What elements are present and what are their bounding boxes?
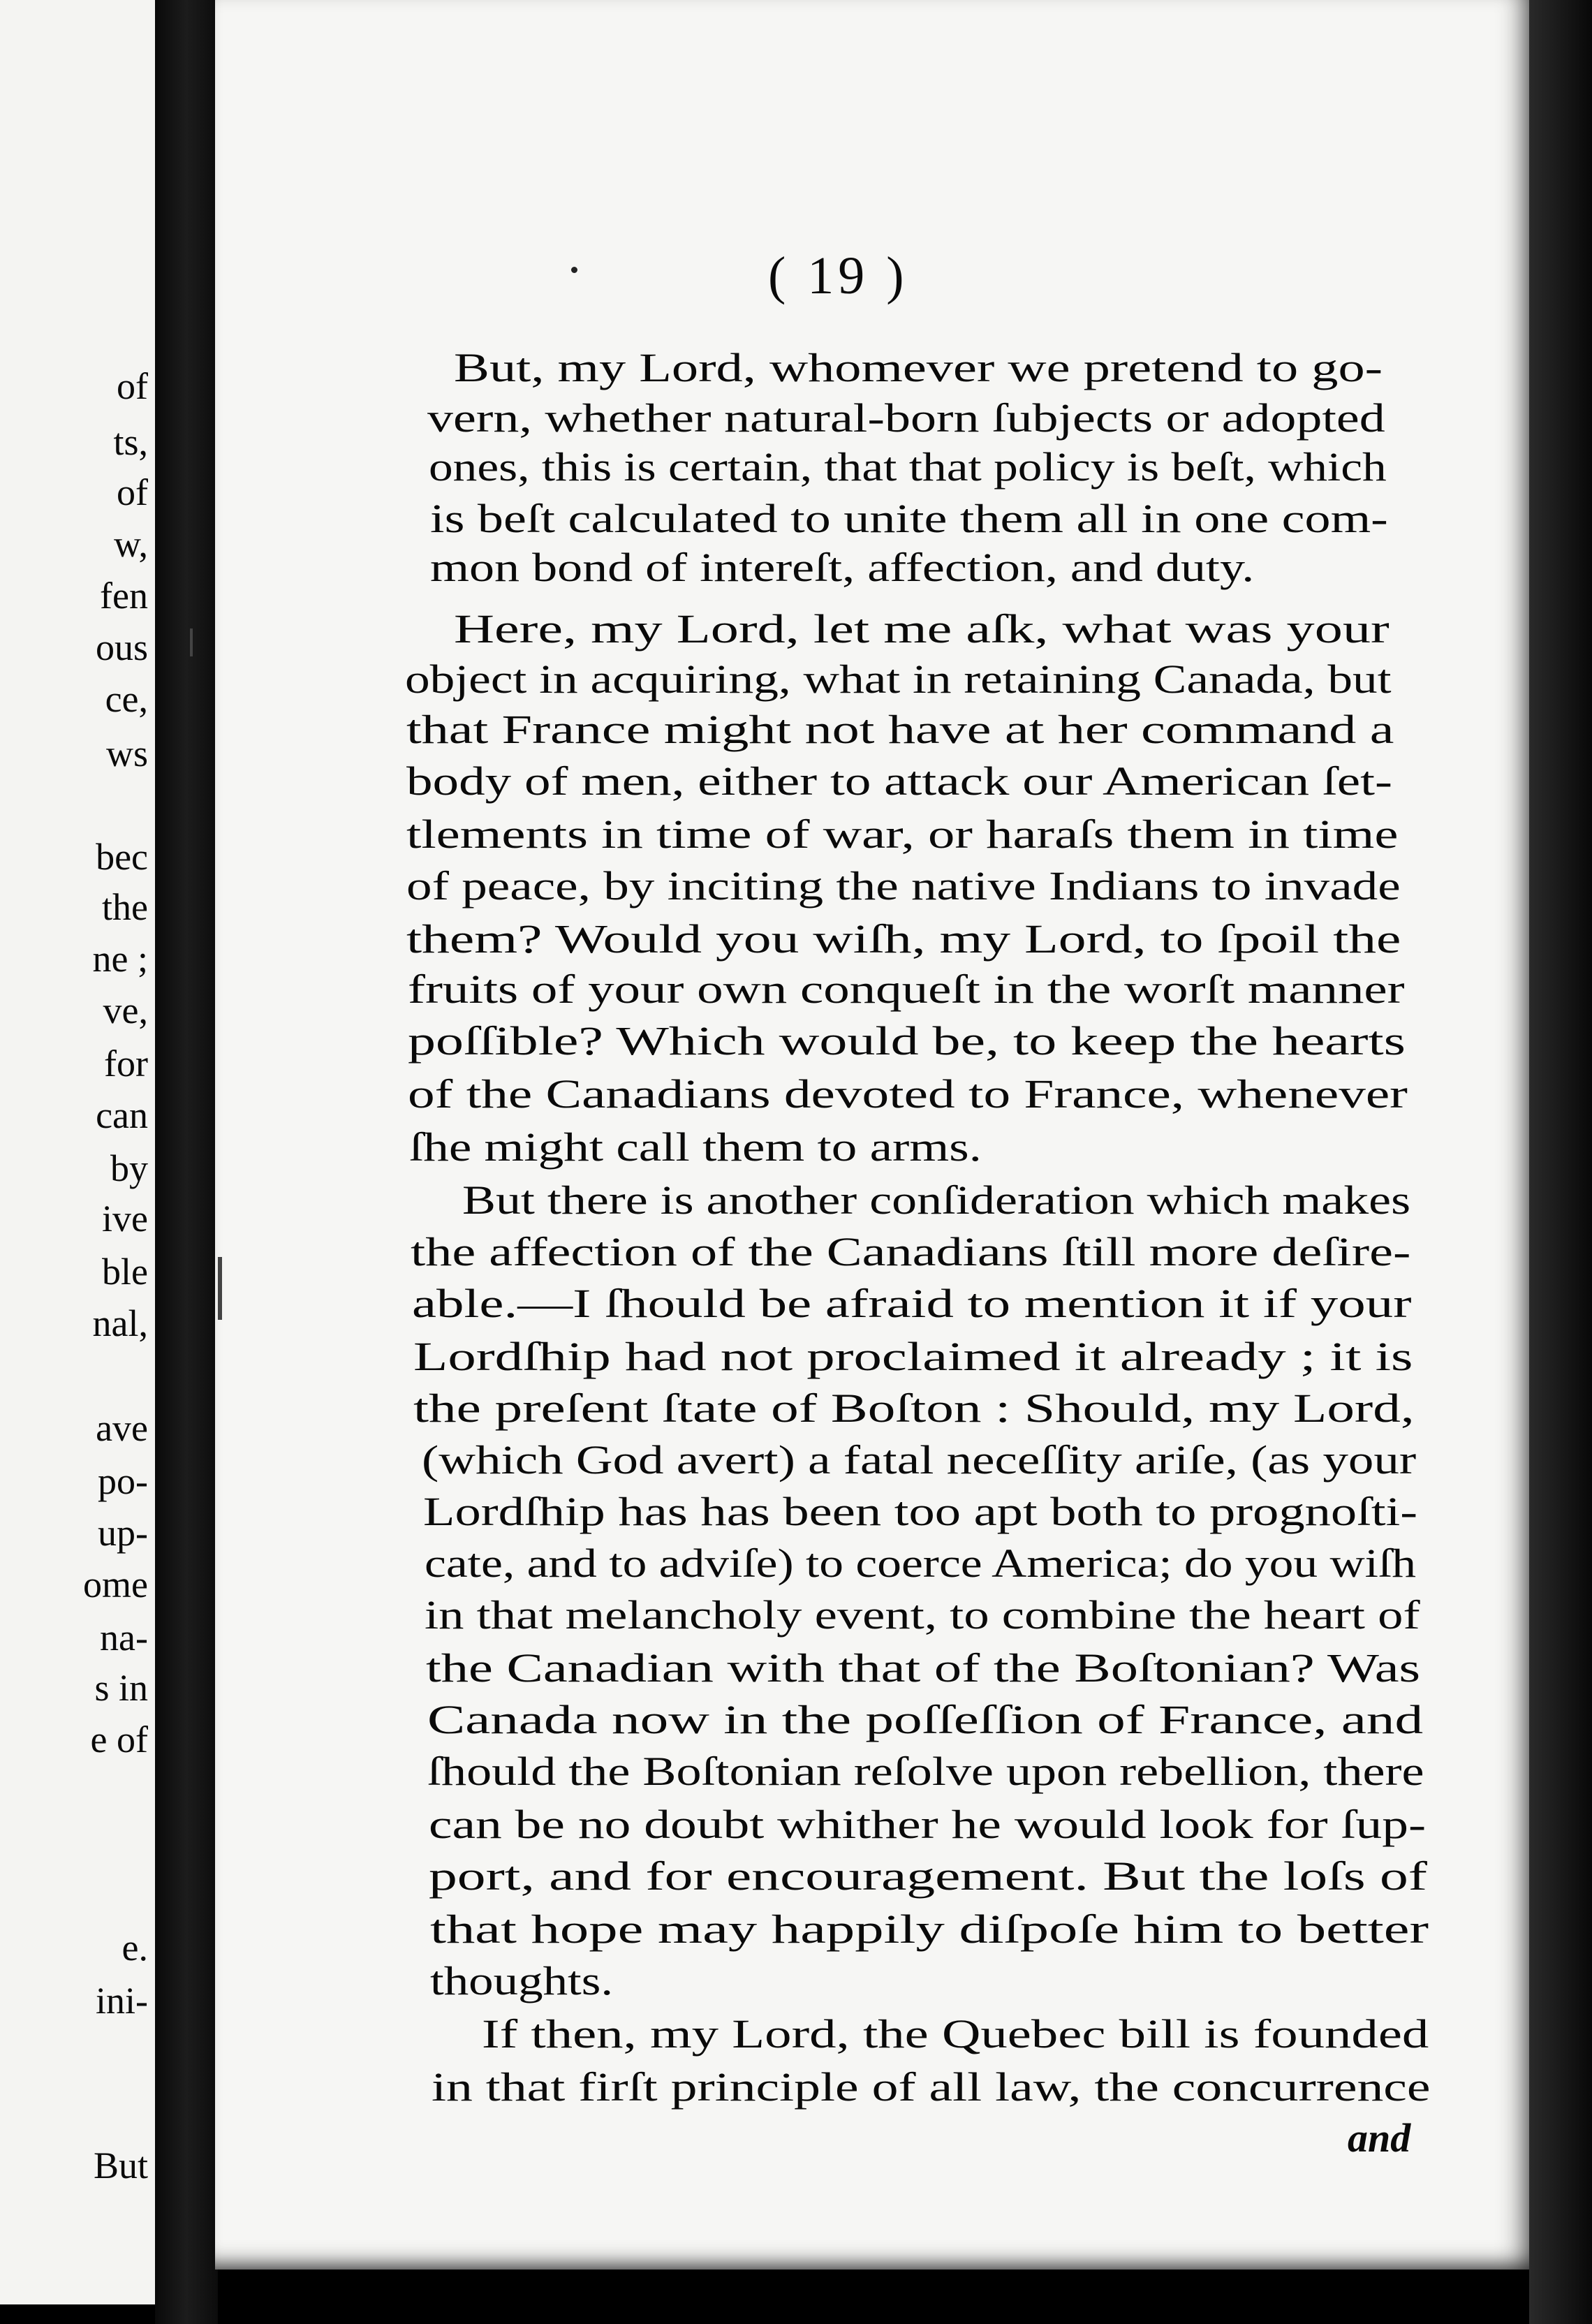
- catchword: and: [1348, 2115, 1411, 2161]
- facing-page-fragment: ive: [102, 1198, 148, 1240]
- text-line: them? Would you wiſh, my Lord, to ſpoil the: [406, 916, 1401, 962]
- facing-page-fragment: ini-: [96, 1980, 148, 2022]
- text-line: in that firſt principle of all law, the concurrence: [432, 2064, 1431, 2110]
- page-number: ( 19 ): [768, 247, 908, 305]
- text-line: (which God avert) a fatal neceſſity ariſe, (as your: [422, 1437, 1417, 1483]
- text-line: ones, this is certain, that that policy is beſt, which: [429, 444, 1387, 490]
- text-line: vern, whether natural-born ſubjects or adopted: [427, 395, 1385, 441]
- facing-page-fragment: ble: [102, 1251, 148, 1293]
- facing-page-fragment: ne ;: [92, 938, 148, 980]
- facing-page-fragment: ve,: [103, 990, 148, 1031]
- text-line: of the Canadians devoted to France, whenever: [408, 1071, 1408, 1117]
- facing-page-fragment: ts,: [113, 421, 148, 463]
- margin-mark: [218, 1257, 222, 1320]
- facing-page-fragment: ome: [83, 1564, 148, 1605]
- text-line: body of men, either to attack our American ſet-: [406, 758, 1392, 804]
- facing-page-fragment: can: [96, 1094, 148, 1136]
- ink-dot: [571, 267, 577, 273]
- text-line: Here, my Lord, let me aſk, what was your: [454, 606, 1390, 652]
- text-line: tlements in time of war, or haraſs them in time: [406, 811, 1399, 857]
- text-line: of peace, by inciting the native Indians to invade: [406, 863, 1401, 909]
- facing-page: [0, 0, 159, 2304]
- facing-page-fragment: w,: [114, 523, 148, 565]
- facing-page-fragment: fen: [100, 575, 148, 617]
- facing-page-fragment: nal,: [92, 1302, 148, 1344]
- text-line: object in acquiring, what in retaining Canada, but: [405, 656, 1392, 702]
- facing-page-fragment: po-: [98, 1460, 148, 1502]
- facing-page-fragment: e.: [121, 1927, 148, 1969]
- facing-page-fragment: by: [110, 1147, 148, 1189]
- facing-page-fragment: e of: [90, 1719, 148, 1760]
- facing-page-fragment: ws: [105, 733, 148, 774]
- text-line: But there is another conſideration which makes: [462, 1177, 1411, 1223]
- margin-mark: [190, 628, 193, 656]
- text-line: is beſt calculated to unite them all in one com-: [430, 496, 1388, 541]
- text-line: Lordſhip has has been too apt both to prognoſti-: [423, 1489, 1418, 1534]
- text-line: ſhould the Boſtonian reſolve upon rebellion, there: [427, 1749, 1424, 1794]
- text-line: ſhe might call them to arms.: [409, 1124, 982, 1170]
- text-line: the preſent ſtate of Boſton : Should, my Lord,: [413, 1385, 1415, 1431]
- text-line: the Canadian with that of the Boſtonian? Was: [426, 1645, 1421, 1691]
- text-line: If then, my Lord, the Quebec bill is founded: [482, 2011, 1429, 2057]
- facing-page-fragment: na-: [100, 1617, 148, 1659]
- facing-page-fragment: ave: [96, 1407, 148, 1449]
- facing-page-fragment: ous: [95, 626, 148, 668]
- text-line: poſſible? Which would be, to keep the hearts: [408, 1018, 1406, 1064]
- facing-page-fragment: ce,: [105, 678, 148, 720]
- facing-page-fragment: the: [102, 886, 148, 928]
- text-line: cate, and to adviſe) to coerce America; do you wiſh: [425, 1540, 1417, 1586]
- text-line: that France might not have at her command a: [406, 707, 1394, 752]
- facing-page-fragment: for: [104, 1043, 148, 1084]
- text-line: mon bond of intereſt, affection, and duty.: [430, 545, 1255, 590]
- facing-page-fragment: bec: [96, 836, 148, 878]
- text-line: But, my Lord, whomever we pretend to go-: [454, 345, 1383, 390]
- facing-page-fragment: of: [117, 365, 148, 407]
- text-line: fruits of your own conqueſt in the worſt manner: [408, 966, 1405, 1012]
- gutter-shadow: [155, 0, 218, 2324]
- text-line: port, and for encouragement. But the loſs of: [429, 1853, 1427, 1899]
- facing-page-fragment: s in: [94, 1667, 148, 1709]
- facing-page-fragment: of: [117, 471, 148, 513]
- text-line: able.—I ſhould be afraid to mention it if your: [412, 1281, 1412, 1326]
- text-line: in that melancholy event, to combine the heart of: [425, 1592, 1420, 1638]
- facing-page-fragment: But: [93, 2145, 148, 2186]
- text-line: Canada now in the poſſeſſion of France, and: [427, 1697, 1424, 1742]
- text-line: that hope may happily diſpoſe him to better: [430, 1906, 1429, 1952]
- text-line: Lordſhip had not proclaimed it already ; it is: [413, 1334, 1413, 1379]
- facing-page-fragment: up-: [98, 1512, 148, 1554]
- page-edge-shadow: [1529, 0, 1592, 2324]
- text-line: can be no doubt whither he would look for ſup-: [429, 1802, 1427, 1847]
- text-line: thoughts.: [430, 1958, 614, 2003]
- text-line: the affection of the Canadians ſtill more deſire-: [411, 1229, 1411, 1274]
